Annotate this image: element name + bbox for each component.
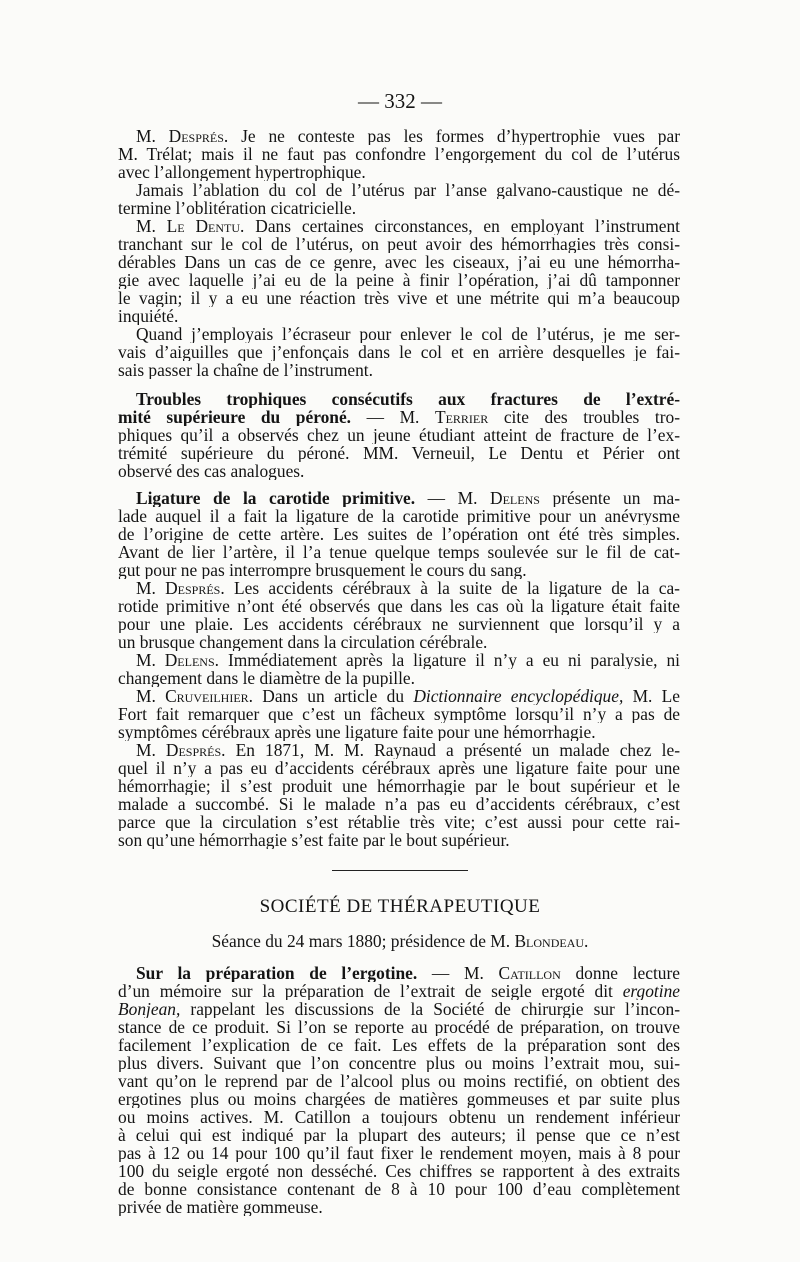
paragraph-line: dérables Dans un cas de ce genre, avec les ciseaux, j’ai eu une hémorrha- bbox=[118, 253, 680, 271]
paragraph-line: pour une plaie. Les accidents cérébraux ne surviennent que lorsqu’il y a bbox=[118, 615, 680, 633]
product-name: ergotine bbox=[622, 982, 680, 1000]
text-run: En 1871, M. M. Raynaud a présenté un malade chez le- bbox=[225, 741, 680, 759]
paragraph-line bbox=[118, 408, 680, 426]
paragraph-line bbox=[136, 127, 680, 145]
section-title: Troubles trophiques consécutifs aux fractures de l’extré- bbox=[136, 390, 680, 408]
paragraph-line: M. Trélat; mais il ne faut pas confondre l’engorgement du col de l’utérus bbox=[118, 145, 680, 163]
paragraph-line: avec l’allongement hypertrophique. bbox=[118, 163, 366, 181]
paragraph-line bbox=[136, 741, 680, 759]
paragraph-line bbox=[136, 217, 680, 235]
text-run: Dans un article du bbox=[253, 687, 414, 705]
paragraph-line bbox=[136, 687, 680, 705]
page-number: — 332 — bbox=[358, 89, 442, 113]
paragraph-line: phiques qu’il a observés chez un jeune étudiant atteint de fracture de l’ex- bbox=[118, 426, 680, 444]
paragraph-line: trémité supérieure du péroné. MM. Verneuil, Le Dentu et Périer ont bbox=[118, 444, 680, 462]
society-heading: SOCIÉTÉ DE THÉRAPEUTIQUE bbox=[259, 896, 541, 917]
text-run: rappelant les discussions de la Société de chirurgie sur l’incon- bbox=[180, 1000, 680, 1018]
paragraph-line: son qu’une hémorrhagie s’est faite par le bout supérieur. bbox=[118, 831, 510, 849]
section-divider bbox=[332, 870, 468, 871]
speaker-name: Delens bbox=[490, 489, 540, 507]
section-title-continued: mité supérieure du péroné. bbox=[118, 408, 352, 426]
paragraph-line: Avant de lier l’artère, il l’a tenue quelque temps soulevée sur le fil de cat- bbox=[118, 543, 680, 561]
section-title: Sur la préparation de l’ergotine. bbox=[136, 964, 418, 982]
paragraph-line: stance de ce produit. Si l’on se reporte au procédé de préparation, on trouve bbox=[118, 1018, 680, 1036]
text-run: donne lecture bbox=[560, 964, 680, 982]
paragraph-line: ergotines plus ou moins chargées de matières gommeuses et par suite plus bbox=[118, 1090, 680, 1108]
paragraph-line: rotide primitive n’ont été observés que dans les cas où la ligature était faite bbox=[118, 597, 680, 615]
paragraph-line bbox=[136, 651, 680, 669]
speaker-name: Catillon bbox=[498, 964, 561, 982]
session-info bbox=[0, 932, 800, 950]
paragraph-line: le vagin; il y a eu une réaction très vive et une métrite qui m’a beaucoup bbox=[118, 289, 680, 307]
speaker-name: M. Cruveilhier. bbox=[136, 687, 254, 705]
paragraph-line bbox=[136, 489, 680, 507]
paragraph-line bbox=[118, 982, 680, 1000]
paragraph-line: 100 du seigle ergoté non desséché. Ces chiffres se rapportent à des extraits bbox=[118, 1162, 680, 1180]
text-run: Les accidents cérébraux à la suite de la ligature de la ca- bbox=[224, 579, 680, 597]
speaker-name: M. Le Dentu. bbox=[136, 217, 245, 235]
paragraph-line: Quand j’employais l’écraseur pour enlever le col de l’utérus, je me ser- bbox=[136, 325, 680, 343]
text-run: — M. bbox=[415, 489, 491, 507]
text-run: Séance du 24 mars 1880; présidence de M. bbox=[211, 931, 515, 951]
paragraph-line: Fort fait remarquer que c’est un fâcheux symptôme lorsqu’il n’y a pas de bbox=[118, 705, 680, 723]
text-run: M. Le bbox=[623, 687, 680, 705]
speaker-name: M. Després. bbox=[136, 579, 225, 597]
product-name: Bonjean, bbox=[118, 1000, 181, 1018]
paragraph-line: sais passer la chaîne de l’instrument. bbox=[118, 361, 373, 379]
paragraph-line: gut pour ne pas interrompre brusquement le cours du sang. bbox=[118, 561, 527, 579]
speaker-name: Terrier bbox=[434, 408, 489, 426]
paragraph-line: ou moins actives. M. Catillon a toujours obtenu un rendement inférieur bbox=[118, 1108, 680, 1126]
speaker-name: M. Després. bbox=[136, 741, 226, 759]
text-run: Immédiatement après la ligature il n’y a eu ni paralysie, ni bbox=[219, 651, 680, 669]
paragraph-line: changement dans le diamètre de la pupille. bbox=[118, 669, 415, 687]
paragraph-line bbox=[136, 964, 680, 982]
text-run: présente un ma- bbox=[539, 489, 680, 507]
paragraph-line: termine l’oblitération cicatricielle. bbox=[118, 199, 357, 217]
paragraph-line: malade a succombé. Si le malade n’a pas eu d’accidents cérébraux, c’est bbox=[118, 795, 680, 813]
paragraph-line: hémorrhagie; il s’est produit une hémorrhagie par le bout supérieur et le bbox=[118, 777, 680, 795]
text-run: cite des troubles tro- bbox=[488, 408, 680, 426]
speaker-name: M. Després. bbox=[136, 127, 229, 145]
paragraph-line: à celui qui est indiqué par la plupart des auteurs; il pense que ce n’est bbox=[118, 1126, 680, 1144]
paragraph-line bbox=[118, 1000, 680, 1018]
text-run: d’un mémoire sur la préparation de l’extrait de seigle ergoté dit bbox=[118, 982, 623, 1000]
paragraph-line: facilement l’explication de ce fait. Les effets de la préparation sont des bbox=[118, 1036, 680, 1054]
paragraph-line: vais d’aiguilles que j’enfonçais dans le col et en arrière desquelles je fai- bbox=[118, 343, 680, 361]
section-title: Ligature de la carotide primitive. bbox=[136, 489, 416, 507]
paragraph-line: Jamais l’ablation du col de l’utérus par l’anse galvano-caustique ne dé- bbox=[136, 181, 680, 199]
paragraph-line: un brusque changement dans la circulation cérébrale. bbox=[118, 633, 488, 651]
paragraph-line: plus divers. Suivant que l’on concentre plus ou moins l’extrait mou, sui- bbox=[118, 1054, 680, 1072]
paragraph-line: parce que la circulation s’est rétablie très vite; c’est aussi pour cette rai- bbox=[118, 813, 680, 831]
paragraph-line: vant qu’on le reprend par de l’alcool plus ou moins rectifié, on obtient des bbox=[118, 1072, 680, 1090]
paragraph-line: quel il n’y a pas eu d’accidents cérébraux après une ligature faite pour une bbox=[118, 759, 680, 777]
paragraph-line bbox=[136, 579, 680, 597]
president-name: Blondeau. bbox=[514, 931, 589, 951]
paragraph-line: gie avec laquelle j’ai eu de la peine à finir l’opération, j’ai dû tamponner bbox=[118, 271, 680, 289]
text-run: Je ne conteste pas les formes d’hypertrophie vues par bbox=[228, 127, 680, 145]
paragraph-line: privée de matière gommeuse. bbox=[118, 1198, 323, 1216]
paragraph-line: pas à 12 ou 14 pour 100 qu’il faut fixer le rendement moyen, mais à 8 pour bbox=[118, 1144, 680, 1162]
cited-work: Dictionnaire encyclopédique, bbox=[413, 687, 624, 705]
paragraph-line: observé des cas analogues. bbox=[118, 462, 305, 480]
paragraph-line: de bonne consistance contenant de 8 à 10 pour 100 d’eau complètement bbox=[118, 1180, 680, 1198]
text-run: — M. bbox=[417, 964, 499, 982]
paragraph-line: tranchant sur le col de l’utérus, on peut avoir des hémorrhagies très consi- bbox=[118, 235, 680, 253]
paragraph-line: de l’origine de cette artère. Les suites de l’opération ont été très simples. bbox=[118, 525, 680, 543]
text-run: Dans certaines circonstances, en employant l’instrument bbox=[244, 217, 680, 235]
speaker-name: M. Delens. bbox=[136, 651, 219, 669]
text-run: — M. bbox=[351, 408, 435, 426]
paragraph-line: lade auquel il a fait la ligature de la carotide primitive pour un anévrysme bbox=[118, 507, 680, 525]
paragraph-line: inquiété. bbox=[118, 307, 179, 325]
paragraph-line: symptômes cérébraux après une ligature faite pour une hémorrhagie. bbox=[118, 723, 596, 741]
